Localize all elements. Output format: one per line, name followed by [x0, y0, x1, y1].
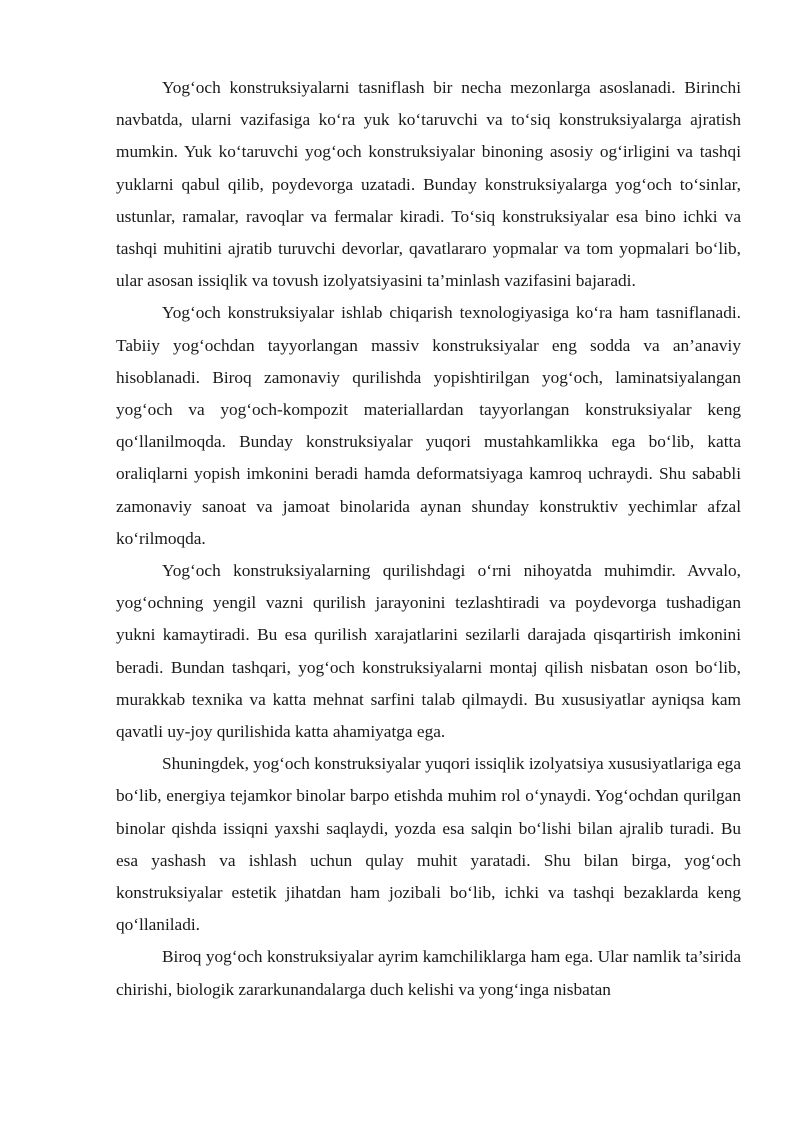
- paragraph-insulation: Shuningdek, yog‘och konstruksiyalar yuqori issiqlik izolyatsiya xususiyatlariga ega bo‘lib, energiya tejamkor binolar barpo etishda muhim rol o‘ynaydi. Yog‘ochdan qurilgan binolar qishda issiqni yaxshi saqlaydi, yozda esa salqin bo‘lishi bilan ajralib turadi. Bu esa yashash va ishlash uchun qulay muhit yaratadi. Shu bilan birga, yog‘och konstruksiyalar estetik jihatdan ham jozibali bo‘lib, ichki va tashqi bezaklarda keng qo‘llaniladi.: [116, 754, 741, 935]
- document-body: [116, 72, 741, 1006]
- paragraph-importance: Yog‘och konstruksiyalarning qurilishdagi o‘rni nihoyatda muhimdir. Avvalo, yog‘ochning yengil vazni qurilish jarayonini tezlashtiradi va poydevorga tushadigan yukni kamaytiradi. Bu esa qurilish xarajatlarini sezilarli darajada qisqartirish imkonini beradi. Bundan tashqari, yog‘och konstruksiyalarni montaj qilish nisbatan oson bo‘lib, murakkab texnika va katta mehnat sarfini talab qilmaydi. Bu xususiyatlar ayniqsa kam qavatli uy-joy qurilishida katta ahamiyatga ega.: [116, 561, 741, 742]
- paragraph-classification: Yog‘och konstruksiyalarni tasniflash bir necha mezonlarga asoslanadi. Birinchi navbatda, ularni vazifasiga ko‘ra yuk ko‘taruvchi va to‘siq konstruksiyalarga ajratish mumkin. Yuk ko‘taruvchi yog‘och konstruksiyalar binoning asosiy og‘irligini va tashqi yuklarni qabul qilib, poydevorga uzatadi. Bunday konstruksiyalarga yog‘och to‘sinlar, ustunlar, ramalar, ravoqlar va fermalar kiradi. To‘siq konstruksiyalar esa bino ichki va tashqi muhitini ajratib turuvchi devorlar, qavatlararo yopmalar va tom yopmalari bo‘lib, ular asosan issiqlik va tovush izolyatsiyasini ta’minlash vazifasini bajaradi.: [116, 78, 741, 291]
- paragraph-drawbacks: Biroq yog‘och konstruksiyalar ayrim kamchiliklarga ham ega. Ular namlik ta’sirida chirishi, biologik zararkunandalarga duch kelishi va yong‘inga nisbatan: [116, 947, 741, 999]
- paragraph-technology: Yog‘och konstruksiyalar ishlab chiqarish texnologiyasiga ko‘ra ham tasniflanadi. Tabiiy yog‘ochdan tayyorlangan massiv konstruksiyalar eng sodda va an’anaviy hisoblanadi. Biroq zamonaviy qurilishda yopishtirilgan yog‘och, laminatsiyalangan yog‘och va yog‘och-kompozit materiallardan tayyorlangan konstruksiyalar keng qo‘llanilmoqda. Bunday konstruksiyalar yuqori mustahkamlikka ega bo‘lib, katta oraliqlarni yopish imkonini beradi hamda deformatsiyaga kamroq uchraydi. Shu sababli zamonaviy sanoat va jamoat binolarida aynan shunday konstruktiv yechimlar afzal ko‘rilmoqda.: [116, 303, 741, 548]
